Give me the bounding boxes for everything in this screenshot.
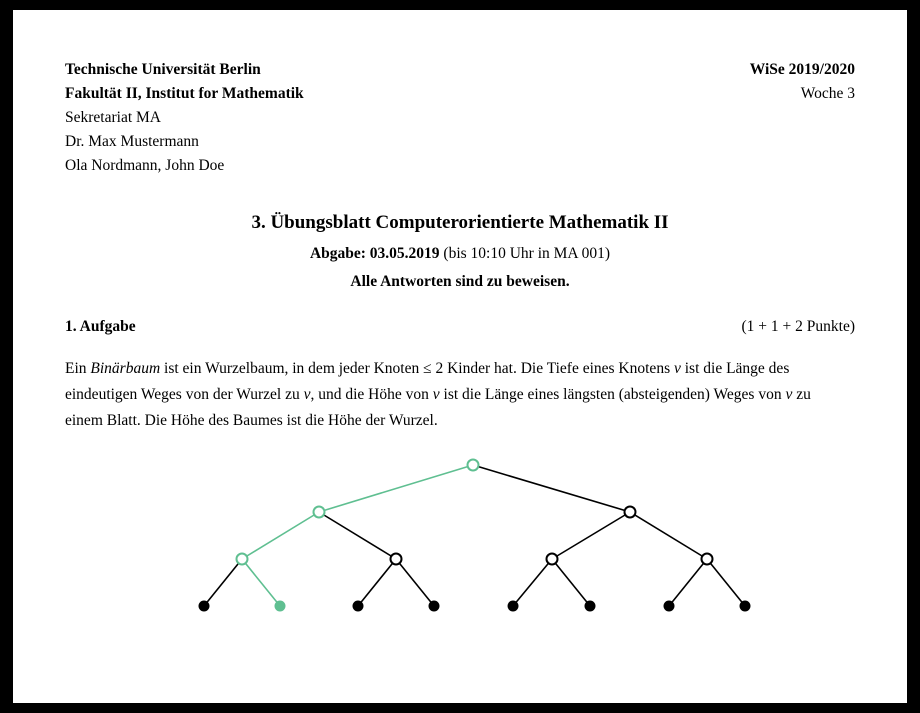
header-faculty: Fakultät II, Institut for Mathematik xyxy=(65,85,304,102)
task-text-2: ist ein Wurzelbaum, in dem jeder Knoten ≤ 2 Kinder hat. Die Tiefe eines Knotens xyxy=(160,360,674,377)
task-text-5: ist die Länge eines längsten (absteigenden) Weges von xyxy=(439,386,786,403)
header-lecturer: Dr. Max Mustermann xyxy=(65,133,199,150)
tree-inner-node xyxy=(468,460,479,471)
tree-leaf-node xyxy=(429,601,439,611)
task-text-3: ist die Länge des eindeutigen Weges von der Wurzel zu xyxy=(65,360,790,403)
tree-edge xyxy=(358,559,396,606)
task-var-v-3: v xyxy=(432,386,440,403)
tree-edge xyxy=(669,559,707,606)
header-tutors: Ola Nordmann, John Doe xyxy=(65,157,225,174)
tree-edge xyxy=(473,465,630,512)
task-var-v-2: v xyxy=(303,386,311,403)
task-term-binaerbaum: Binärbaum xyxy=(90,360,161,377)
task-paragraph xyxy=(65,356,847,434)
header-semester: WiSe 2019/2020 xyxy=(749,61,855,78)
due-line xyxy=(65,241,855,266)
tree-edge xyxy=(242,512,319,559)
proof-notice: Alle Antworten sind zu beweisen. xyxy=(350,273,570,290)
tree-edge xyxy=(552,512,630,559)
tree-leaf-node xyxy=(740,601,750,611)
task-label: 1. Aufgabe xyxy=(65,318,136,335)
document-content xyxy=(65,58,855,623)
tree-edge xyxy=(242,559,280,606)
task-var-v-1: v xyxy=(673,360,681,377)
task-text-6: zu einem Blatt. Die Höhe des Baumes ist die Höhe der Wurzel. xyxy=(65,386,811,429)
tree-edge xyxy=(204,559,242,606)
binary-tree-figure xyxy=(65,458,855,623)
tree-leaf-node xyxy=(508,601,518,611)
header-university: Technische Universität Berlin xyxy=(65,61,261,78)
tree-edge xyxy=(552,559,590,606)
tree-leaf-node xyxy=(585,601,595,611)
tree-edge xyxy=(319,465,473,512)
tree-leaf-node xyxy=(664,601,674,611)
header-left-block xyxy=(65,58,855,178)
tree-edge xyxy=(707,559,745,606)
tree-inner-node xyxy=(625,507,636,518)
tree-edge xyxy=(319,512,396,559)
title-block xyxy=(65,210,855,294)
tree-edge xyxy=(396,559,434,606)
task-points: (1 + 1 + 2 Punkte) xyxy=(741,318,855,335)
page-title: 3. Übungsblatt Computerorientierte Mathematik II xyxy=(251,212,669,233)
tree-edge xyxy=(513,559,552,606)
tree-edge xyxy=(630,512,707,559)
tree-leaf-node xyxy=(353,601,363,611)
task-text-1: Ein xyxy=(65,360,91,377)
task-text-4: , und die Höhe von xyxy=(310,386,433,403)
due-date: Abgabe: 03.05.2019 xyxy=(309,245,440,262)
header-week: Woche 3 xyxy=(800,85,855,102)
tree-inner-node xyxy=(391,554,402,565)
tree-inner-node xyxy=(547,554,558,565)
tree-leaf-node xyxy=(275,601,285,611)
tree-inner-node xyxy=(702,554,713,565)
header-secretariat: Sekretariat MA xyxy=(65,109,161,126)
document-header xyxy=(65,58,855,178)
header-right-block xyxy=(750,58,855,106)
tree-leaf-node xyxy=(199,601,209,611)
task-var-v-4: v xyxy=(785,386,793,403)
binary-tree-svg xyxy=(65,458,855,623)
due-detail: (bis 10:10 Uhr in MA 001) xyxy=(439,245,611,262)
tree-inner-node xyxy=(314,507,325,518)
task-header xyxy=(65,318,855,340)
tree-inner-node xyxy=(237,554,248,565)
document-page xyxy=(13,10,907,703)
